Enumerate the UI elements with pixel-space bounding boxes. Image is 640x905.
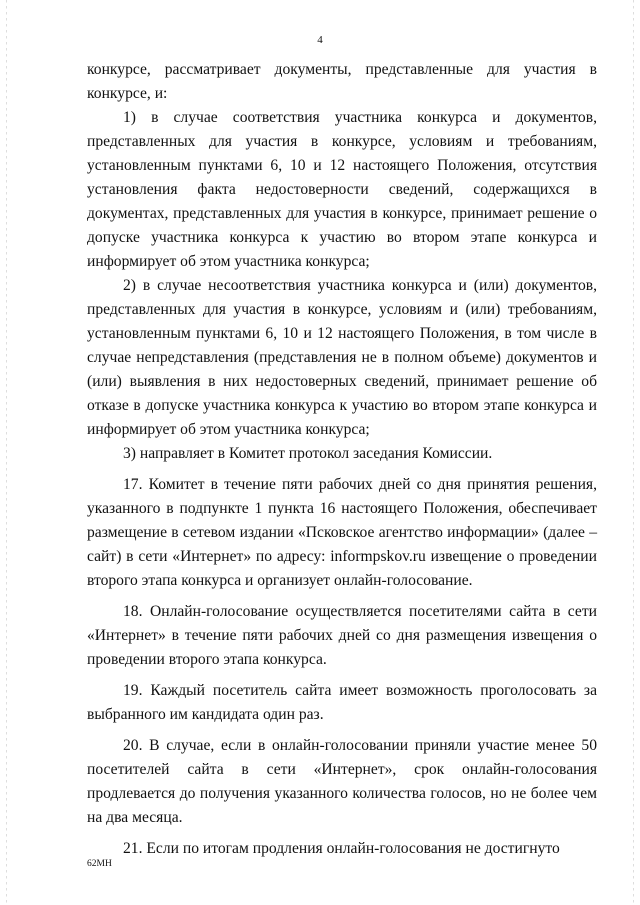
paragraph-subitem-1: 1) в случае соответствия участника конкурса и документов, представленных для участия в конкурсе, условиям и требованиям, установленным пунктами 6, 10 и 12 настоящего Положения, отсутствия установления факта недостоверности сведений, содержащихся в документах, представленных для участия в конкурсе, принимает решение о допуске участника конкурса к участию во втором этапе конкурса и информирует об этом участника конкурса; [87, 109, 597, 270]
paragraph-20: 20. В случае, если в онлайн-голосовании приняли участие менее 50 посетителей сайта в сети «Интернет», срок онлайн-голосования продлевается до получения указанного количества голосов, но не более чем на два месяца. [87, 737, 597, 826]
paragraph-19: 19. Каждый посетитель сайта имеет возможность проголосовать за выбранного им кандидата один раз. [87, 682, 597, 723]
page-number: 4 [317, 34, 323, 46]
paragraph-subitem-3: 3) направляет в Комитет протокол заседания Комиссии. [123, 445, 493, 462]
document-body [87, 58, 597, 861]
footer-code: 62МН [87, 859, 112, 869]
paragraph-17: 17. Комитет в течение пяти рабочих дней со дня принятия решения, указанного в подпункте 1 пункта 16 настоящего Положения, обеспечивает размещение в сетевом издании «Псковское агентство информации» (далее – сайт) в сети «Интернет» по адресу: informpskov.ru извещение о проведении второго этапа конкурса и организует онлайн-голосование. [87, 476, 597, 589]
left-margin-scan-artifact [6, 0, 7, 905]
paragraph-18: 18. Онлайн-голосование осуществляется посетителями сайта в сети «Интернет» в течение пяти рабочих дней со дня размещения извещения о проведении второго этапа конкурса. [87, 603, 597, 668]
paragraph-continuation: конкурсе, рассматривает документы, представленные для участия в конкурсе, и: [87, 61, 597, 102]
right-margin-scan-artifact [633, 0, 634, 905]
paragraph-subitem-2: 2) в случае несоответствия участника конкурса и (или) документов, представленных для участия в конкурсе, условиям и (или) требованиям, установленным пунктами 6, 10 и 12 настоящего Положения, в том числе в случае непредставления (представления не в полном объеме) документов и (или) выявления в них недостоверных сведений, принимает решение об отказе в допуске участника конкурса к участию во втором этапе конкурса и информирует об этом участника конкурса; [87, 277, 597, 438]
paragraph-21: 21. Если по итогам продления онлайн-голосования не достигнуто [123, 840, 560, 857]
